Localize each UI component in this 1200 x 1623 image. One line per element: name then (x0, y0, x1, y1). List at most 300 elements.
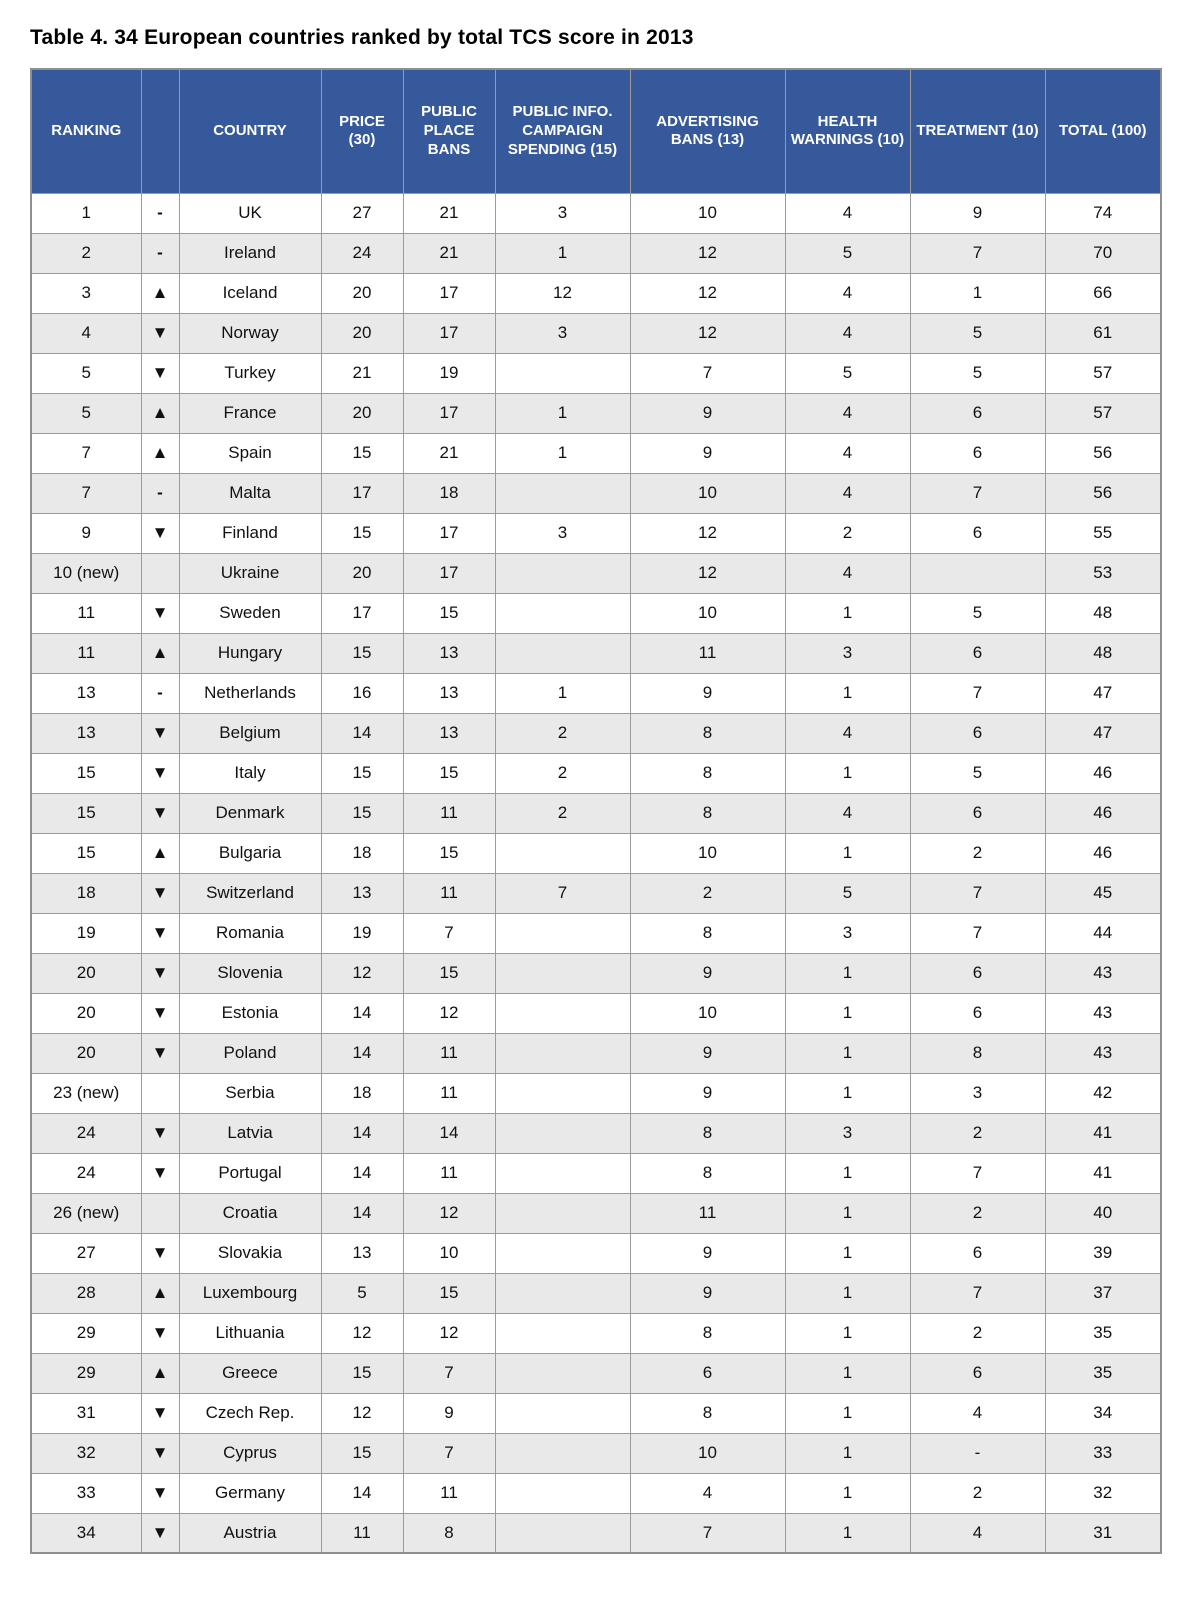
country-cell: Cyprus (179, 1433, 321, 1473)
score-cell: 1 (495, 673, 630, 713)
score-cell: 4 (910, 1393, 1045, 1433)
ranking-cell: 29 (31, 1313, 141, 1353)
score-cell: 18 (321, 1073, 403, 1113)
score-cell: 14 (321, 1193, 403, 1233)
table-row (31, 473, 1161, 513)
score-cell (495, 1073, 630, 1113)
table-row (31, 433, 1161, 473)
total-cell: 47 (1045, 713, 1161, 753)
total-cell: 31 (1045, 1513, 1161, 1553)
score-cell: 9 (630, 1033, 785, 1073)
country-cell: Malta (179, 473, 321, 513)
score-cell: 1 (785, 1393, 910, 1433)
score-cell: 11 (403, 1153, 495, 1193)
country-cell: Finland (179, 513, 321, 553)
score-cell: 8 (630, 1113, 785, 1153)
score-cell: 3 (910, 1073, 1045, 1113)
total-cell: 74 (1045, 193, 1161, 233)
country-cell: Spain (179, 433, 321, 473)
country-cell: Czech Rep. (179, 1393, 321, 1433)
score-cell (495, 1513, 630, 1553)
score-cell: 14 (321, 1033, 403, 1073)
country-cell: Germany (179, 1473, 321, 1513)
table-row (31, 1153, 1161, 1193)
table-row (31, 1273, 1161, 1313)
ranking-cell: 27 (31, 1233, 141, 1273)
ranking-cell: 34 (31, 1513, 141, 1553)
table-row (31, 1233, 1161, 1273)
trend-up-icon: ▲ (141, 1273, 179, 1313)
table-row (31, 1473, 1161, 1513)
ranking-cell: 13 (31, 673, 141, 713)
score-cell: 6 (910, 1233, 1045, 1273)
score-cell (495, 593, 630, 633)
ranking-cell: 33 (31, 1473, 141, 1513)
score-cell: 9 (630, 1073, 785, 1113)
table-row (31, 873, 1161, 913)
score-cell: 15 (321, 633, 403, 673)
score-cell: 17 (403, 313, 495, 353)
table-row (31, 1393, 1161, 1433)
score-cell (495, 913, 630, 953)
table-row (31, 1513, 1161, 1553)
country-cell: Sweden (179, 593, 321, 633)
score-cell: 11 (321, 1513, 403, 1553)
table-row (31, 1113, 1161, 1153)
trend-steady-green-icon: - (141, 673, 179, 713)
country-cell: Latvia (179, 1113, 321, 1153)
score-cell: 1 (785, 1433, 910, 1473)
score-cell: 9 (910, 193, 1045, 233)
country-cell: Belgium (179, 713, 321, 753)
score-cell: 7 (910, 233, 1045, 273)
score-cell: 6 (910, 713, 1045, 753)
score-cell: 17 (403, 513, 495, 553)
table-header-row (31, 69, 1161, 193)
trend-down-icon: ▼ (141, 1313, 179, 1353)
total-cell: 66 (1045, 273, 1161, 313)
score-cell: 17 (321, 593, 403, 633)
score-cell: 3 (495, 313, 630, 353)
score-cell: 15 (321, 433, 403, 473)
total-cell: 57 (1045, 393, 1161, 433)
ranking-cell: 4 (31, 313, 141, 353)
score-cell: 18 (321, 833, 403, 873)
score-cell: 5 (910, 753, 1045, 793)
score-cell (495, 1313, 630, 1353)
score-cell: 5 (910, 313, 1045, 353)
trend-down-icon: ▼ (141, 913, 179, 953)
ranking-cell: 10 (new) (31, 553, 141, 593)
country-cell: Iceland (179, 273, 321, 313)
score-cell: 4 (630, 1473, 785, 1513)
score-cell (495, 553, 630, 593)
score-cell: 4 (785, 273, 910, 313)
trend-down-icon: ▼ (141, 873, 179, 913)
score-cell: 2 (910, 833, 1045, 873)
score-cell: 13 (403, 673, 495, 713)
score-cell: 1 (785, 1473, 910, 1513)
ranking-cell: 29 (31, 1353, 141, 1393)
ranking-cell: 19 (31, 913, 141, 953)
country-cell: Estonia (179, 993, 321, 1033)
ranking-cell: 11 (31, 593, 141, 633)
score-cell: 15 (321, 513, 403, 553)
score-cell: 4 (785, 313, 910, 353)
score-cell: 12 (630, 553, 785, 593)
score-cell: 12 (630, 313, 785, 353)
ranking-cell: 31 (31, 1393, 141, 1433)
score-cell: 15 (403, 1273, 495, 1313)
score-cell: 1 (910, 273, 1045, 313)
trend-steady-icon: - (141, 193, 179, 233)
score-cell: 4 (785, 713, 910, 753)
score-cell: 15 (403, 593, 495, 633)
score-cell: 5 (785, 873, 910, 913)
score-cell: 2 (785, 513, 910, 553)
trend-column-header (141, 69, 179, 193)
trend-up-icon: ▲ (141, 393, 179, 433)
country-cell: UK (179, 193, 321, 233)
score-cell: 7 (910, 913, 1045, 953)
score-cell: 6 (910, 1353, 1045, 1393)
score-cell: 9 (630, 433, 785, 473)
score-cell: 3 (495, 193, 630, 233)
score-cell: 14 (321, 1473, 403, 1513)
score-cell: 6 (910, 513, 1045, 553)
score-cell: 4 (785, 193, 910, 233)
score-cell (495, 1193, 630, 1233)
score-cell: 2 (910, 1473, 1045, 1513)
score-cell: 11 (403, 1033, 495, 1073)
score-cell: 21 (403, 433, 495, 473)
total-cell: 43 (1045, 993, 1161, 1033)
score-cell: 2 (495, 793, 630, 833)
score-cell: 9 (630, 1273, 785, 1313)
table-row (31, 753, 1161, 793)
score-cell: 2 (910, 1193, 1045, 1233)
total-cell: 41 (1045, 1153, 1161, 1193)
score-cell: 11 (630, 633, 785, 673)
ranking-cell: 24 (31, 1153, 141, 1193)
country-cell: Croatia (179, 1193, 321, 1233)
score-cell: 18 (403, 473, 495, 513)
country-cell: Luxembourg (179, 1273, 321, 1313)
score-cell: 8 (630, 793, 785, 833)
score-cell: 15 (321, 793, 403, 833)
score-cell: 8 (910, 1033, 1045, 1073)
score-cell: 4 (785, 473, 910, 513)
total-cell: 56 (1045, 473, 1161, 513)
country-cell: Portugal (179, 1153, 321, 1193)
country-cell: Serbia (179, 1073, 321, 1113)
score-cell: 1 (785, 1273, 910, 1313)
total-cell: 35 (1045, 1313, 1161, 1353)
country-cell: Denmark (179, 793, 321, 833)
score-cell: 9 (403, 1393, 495, 1433)
score-cell: 17 (321, 473, 403, 513)
score-cell: 20 (321, 273, 403, 313)
trend-down-icon: ▼ (141, 753, 179, 793)
ranking-cell: 13 (31, 713, 141, 753)
trend-down-icon: ▼ (141, 513, 179, 553)
score-cell: 12 (630, 513, 785, 553)
score-cell: 9 (630, 393, 785, 433)
score-cell (495, 473, 630, 513)
ranking-cell: 3 (31, 273, 141, 313)
ranking-cell: 20 (31, 993, 141, 1033)
total-cell: 55 (1045, 513, 1161, 553)
table-row (31, 1073, 1161, 1113)
ranking-cell: 11 (31, 633, 141, 673)
score-cell (495, 833, 630, 873)
score-cell: 8 (630, 1153, 785, 1193)
score-cell: 15 (321, 753, 403, 793)
trend-down-icon: ▼ (141, 793, 179, 833)
score-cell: 8 (403, 1513, 495, 1553)
trend-up-icon: ▲ (141, 1353, 179, 1393)
score-cell: 2 (495, 753, 630, 793)
score-cell: 8 (630, 913, 785, 953)
score-cell: 14 (321, 1153, 403, 1193)
score-cell: 17 (403, 393, 495, 433)
score-cell: 6 (910, 793, 1045, 833)
score-cell: 10 (630, 593, 785, 633)
score-cell: 1 (785, 833, 910, 873)
score-cell (495, 633, 630, 673)
country-cell: Ireland (179, 233, 321, 273)
table-row (31, 233, 1161, 273)
score-cell: 17 (403, 553, 495, 593)
trend-down-icon: ▼ (141, 1433, 179, 1473)
score-cell: 13 (321, 1233, 403, 1273)
score-cell: 8 (630, 753, 785, 793)
score-cell: 1 (785, 1193, 910, 1233)
score-cell: 7 (403, 1433, 495, 1473)
score-cell: 12 (403, 1193, 495, 1233)
trend-down-icon: ▼ (141, 1113, 179, 1153)
score-cell: 12 (495, 273, 630, 313)
score-cell: 12 (630, 273, 785, 313)
table-row (31, 833, 1161, 873)
total-cell: 47 (1045, 673, 1161, 713)
score-cell: 4 (785, 433, 910, 473)
country-cell: France (179, 393, 321, 433)
ranking-cell: 1 (31, 193, 141, 233)
country-cell: Slovakia (179, 1233, 321, 1273)
ranking-cell: 15 (31, 793, 141, 833)
score-cell: 3 (785, 1113, 910, 1153)
trend-up-icon: ▲ (141, 273, 179, 313)
total-cell: 53 (1045, 553, 1161, 593)
score-cell: 6 (910, 393, 1045, 433)
score-cell: 9 (630, 1233, 785, 1273)
trend-down-icon: ▼ (141, 1033, 179, 1073)
column-header: ADVERTISING BANS (13) (630, 69, 785, 193)
score-cell: 27 (321, 193, 403, 233)
ranking-cell: 9 (31, 513, 141, 553)
total-cell: 39 (1045, 1233, 1161, 1273)
score-cell (495, 1113, 630, 1153)
trend-steady-icon: - (141, 233, 179, 273)
total-cell: 45 (1045, 873, 1161, 913)
country-cell: Switzerland (179, 873, 321, 913)
score-cell: 10 (630, 473, 785, 513)
score-cell: 1 (785, 593, 910, 633)
score-cell: 15 (403, 833, 495, 873)
score-cell: 3 (785, 633, 910, 673)
ranking-cell: 15 (31, 833, 141, 873)
ranking-cell: 7 (31, 473, 141, 513)
total-cell: 56 (1045, 433, 1161, 473)
score-cell: 9 (630, 673, 785, 713)
table-row (31, 313, 1161, 353)
score-cell: 14 (321, 713, 403, 753)
table-row (31, 993, 1161, 1033)
table-row (31, 953, 1161, 993)
score-cell: 1 (495, 233, 630, 273)
table-row (31, 633, 1161, 673)
column-header: PUBLIC PLACE BANS (403, 69, 495, 193)
score-cell: 7 (910, 873, 1045, 913)
country-cell: Norway (179, 313, 321, 353)
score-cell: 10 (630, 833, 785, 873)
table-row (31, 193, 1161, 233)
score-cell (910, 553, 1045, 593)
score-cell: 14 (321, 993, 403, 1033)
score-cell: 6 (910, 993, 1045, 1033)
score-cell: 21 (403, 193, 495, 233)
column-header: COUNTRY (179, 69, 321, 193)
table-body (31, 193, 1161, 1553)
score-cell: 20 (321, 553, 403, 593)
score-cell: 11 (403, 1473, 495, 1513)
total-cell: 34 (1045, 1393, 1161, 1433)
score-cell: 21 (403, 233, 495, 273)
score-cell: 13 (403, 633, 495, 673)
trend-none-icon (141, 1193, 179, 1233)
total-cell: 46 (1045, 793, 1161, 833)
score-cell: 3 (495, 513, 630, 553)
ranking-cell: 18 (31, 873, 141, 913)
trend-down-icon: ▼ (141, 1233, 179, 1273)
ranking-cell: 26 (new) (31, 1193, 141, 1233)
score-cell: 10 (630, 193, 785, 233)
table-row (31, 273, 1161, 313)
score-cell: 7 (910, 1153, 1045, 1193)
column-header: PRICE (30) (321, 69, 403, 193)
ranking-cell: 2 (31, 233, 141, 273)
score-cell: 14 (321, 1113, 403, 1153)
score-cell: 1 (785, 753, 910, 793)
table-row (31, 913, 1161, 953)
score-cell (495, 953, 630, 993)
score-cell: 3 (785, 913, 910, 953)
ranking-cell: 20 (31, 953, 141, 993)
score-cell: 20 (321, 313, 403, 353)
total-cell: 33 (1045, 1433, 1161, 1473)
score-cell (495, 1473, 630, 1513)
table-row (31, 353, 1161, 393)
ranking-cell: 7 (31, 433, 141, 473)
table-row (31, 513, 1161, 553)
score-cell: 6 (630, 1353, 785, 1393)
table-row (31, 1033, 1161, 1073)
score-cell: 7 (910, 673, 1045, 713)
score-cell (495, 353, 630, 393)
score-cell: 11 (630, 1193, 785, 1233)
table-row (31, 1313, 1161, 1353)
ranking-cell: 28 (31, 1273, 141, 1313)
score-cell: 11 (403, 873, 495, 913)
score-cell: 9 (630, 953, 785, 993)
total-cell: 32 (1045, 1473, 1161, 1513)
trend-down-icon: ▼ (141, 1153, 179, 1193)
score-cell: 1 (495, 393, 630, 433)
total-cell: 46 (1045, 753, 1161, 793)
total-cell: 41 (1045, 1113, 1161, 1153)
score-cell: 5 (785, 233, 910, 273)
score-cell: 8 (630, 1393, 785, 1433)
score-cell: 4 (785, 393, 910, 433)
score-cell: 12 (403, 993, 495, 1033)
total-cell: 44 (1045, 913, 1161, 953)
country-cell: Italy (179, 753, 321, 793)
ranking-cell: 24 (31, 1113, 141, 1153)
score-cell: 5 (910, 353, 1045, 393)
trend-none-icon (141, 553, 179, 593)
country-cell: Turkey (179, 353, 321, 393)
score-cell: 6 (910, 953, 1045, 993)
table-row (31, 393, 1161, 433)
score-cell: 7 (910, 473, 1045, 513)
country-cell: Slovenia (179, 953, 321, 993)
score-cell: 15 (403, 953, 495, 993)
trend-steady-green-icon: - (141, 473, 179, 513)
score-cell: 12 (321, 1393, 403, 1433)
score-cell: 13 (321, 873, 403, 913)
trend-down-icon: ▼ (141, 1513, 179, 1553)
total-cell: 40 (1045, 1193, 1161, 1233)
score-cell: 7 (495, 873, 630, 913)
trend-up-icon: ▲ (141, 833, 179, 873)
score-cell (495, 1433, 630, 1473)
score-cell: 10 (403, 1233, 495, 1273)
table-title: Table 4. 34 European countries ranked by total TCS score in 2013 (30, 26, 694, 49)
trend-up-icon: ▲ (141, 633, 179, 673)
country-cell: Greece (179, 1353, 321, 1393)
total-cell: 43 (1045, 1033, 1161, 1073)
score-cell: 12 (403, 1313, 495, 1353)
country-cell: Hungary (179, 633, 321, 673)
score-cell: 6 (910, 433, 1045, 473)
score-cell (495, 1273, 630, 1313)
column-header: TREATMENT (10) (910, 69, 1045, 193)
score-cell: 5 (910, 593, 1045, 633)
country-cell: Netherlands (179, 673, 321, 713)
country-cell: Ukraine (179, 553, 321, 593)
score-cell: 17 (403, 273, 495, 313)
score-cell: 1 (785, 993, 910, 1033)
score-cell (495, 1233, 630, 1273)
country-cell: Bulgaria (179, 833, 321, 873)
column-header: PUBLIC INFO. CAMPAIGN SPENDING (15) (495, 69, 630, 193)
score-cell: 16 (321, 673, 403, 713)
table-row (31, 553, 1161, 593)
score-cell: 8 (630, 1313, 785, 1353)
score-cell: 7 (403, 1353, 495, 1393)
total-cell: 43 (1045, 953, 1161, 993)
